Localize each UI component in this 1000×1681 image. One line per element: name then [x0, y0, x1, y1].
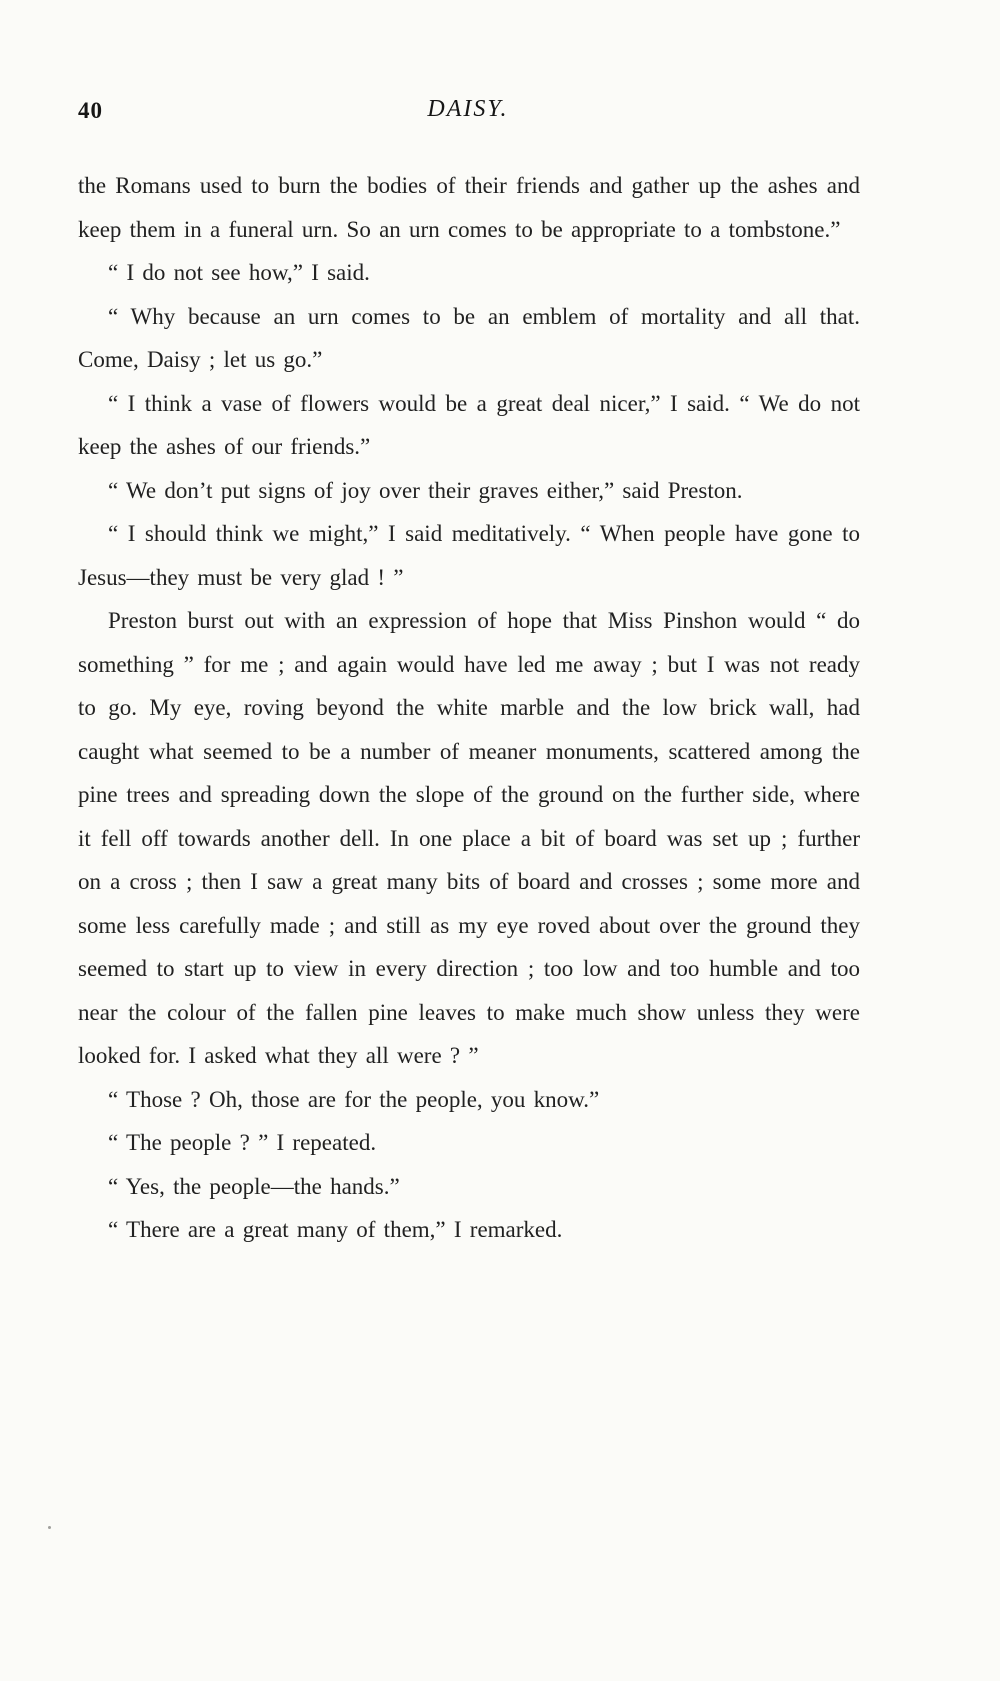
paragraph: “ I do not see how,” I said. [108, 260, 370, 285]
paragraph: Preston burst out with an expression of hope that Miss Pinshon would “ do something ” for me ; and again would have led me away ; but I was not ready to go. My eye, roving beyond the white marble and the low brick wall, had caught what seemed to be a number of meaner monuments, scattered among the pine trees and spreading down the slope of the ground on the further side, where it fell off towards another dell. In one place a bit of board was set up ; further on a cross ; then I saw a great many bits of board and crosses ; some more and some less carefully made ; and still as my eye roved about over the ground they seemed to start up to view in every direction ; too low and too humble and too near the colour of the fallen pine leaves to make much show unless they were looked for. I asked what they all were ? ” [78, 608, 860, 1068]
page-text [78, 164, 860, 1252]
running-title: DAISY. [427, 96, 509, 122]
paragraph: the Romans used to burn the bodies of their friends and gather up the ashes and keep them in a funeral urn. So an urn comes to be appropriate to a tombstone.” [78, 173, 860, 242]
paragraph: “ I should think we might,” I said meditatively. “ When people have gone to Jesus—they must be very glad ! ” [78, 521, 860, 590]
paragraph: “ Yes, the people—the hands.” [108, 1173, 400, 1199]
paragraph: “ Those ? Oh, those are for the people, you know.” [108, 1086, 600, 1112]
paragraph: “ Why because an urn comes to be an emblem of mortality and all that. Come, Daisy ; let us go.” [78, 303, 860, 372]
scan-artifact [48, 1526, 51, 1529]
paragraph: “ We don’t put signs of joy over their graves either,” said Preston. [108, 477, 743, 503]
paragraph: “ There are a great many of them,” I remarked. [108, 1217, 563, 1242]
page-number: 40 [78, 98, 103, 123]
paragraph: “ I think a vase of flowers would be a great deal nicer,” I said. “ We do not keep the ashes of our friends.” [78, 390, 860, 459]
paragraph: “ The people ? ” I repeated. [108, 1130, 377, 1155]
page-header [78, 96, 858, 126]
